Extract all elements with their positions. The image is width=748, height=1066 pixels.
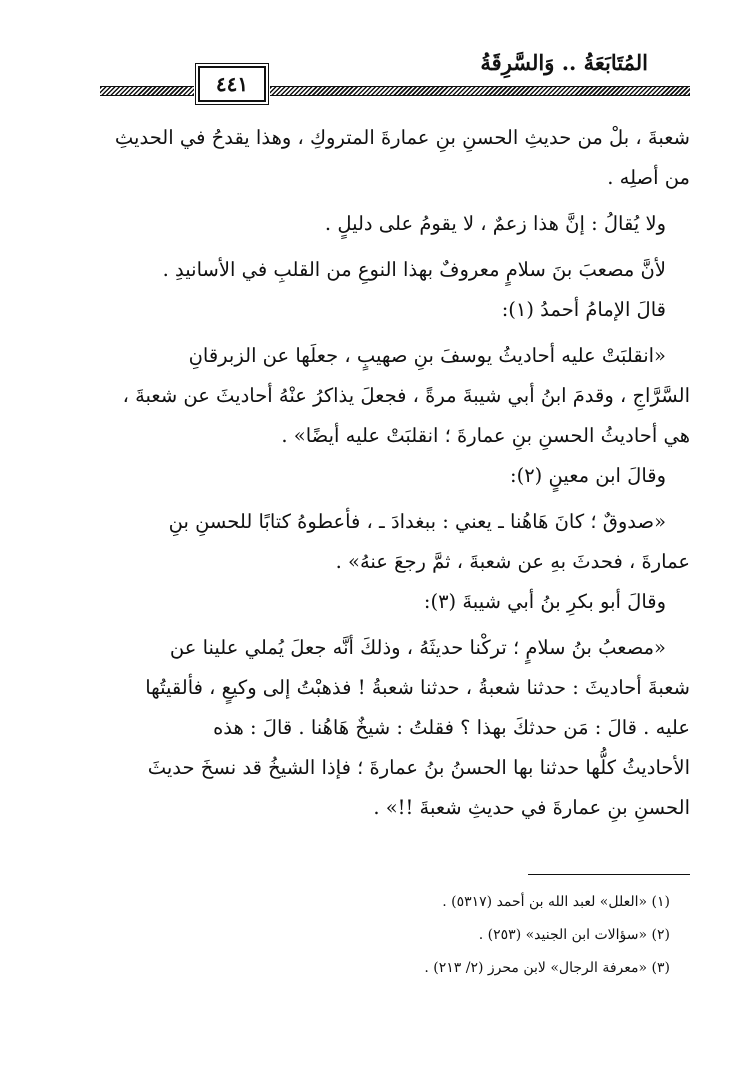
footnote-item: (٣) «معرفة الرجال» لابن محرز (٢/ ٢١٣) . [424, 960, 670, 976]
quote-line: «صدوقٌ ؛ كانَ هَاهُنا ـ يعني : ببغدادَ ـ ، فأعطوهُ كتابًا للحسنِ بنِ [168, 510, 666, 533]
quote-line: الأحاديثُ كلُّها حدثنا بها الحسنُ بنُ عمارةَ ؛ فإذا الشيخُ قد نسخَ حديثَ [147, 756, 690, 779]
quote-attribution: قالَ الإمامُ أحمدُ (١): [501, 298, 666, 321]
text-line: ولا يُقالُ : إنَّ هذا زعمٌ ، لا يقومُ على دليلٍ . [324, 212, 666, 235]
quote-attribution: وقالَ ابن معينٍ (٢): [510, 464, 666, 487]
quote-line: «انقلبَتْ عليه أحاديثُ يوسفَ بنِ صهيبٍ ، جعلَها عن الزبرقانِ [188, 344, 666, 367]
text-line: شعبةَ ، بلْ من حديثِ الحسنِ بنِ عمارةَ المتروكِ ، وهذا يقدحُ في الحديثِ [114, 126, 690, 149]
text-line: من أصلِه . [607, 166, 690, 189]
footnote-item: (٢) «سؤالات ابن الجنيد» (٢٥٣) . [478, 927, 670, 943]
quote-line: عمارةَ ، فحدثَ بهِ عن شعبةَ ، ثمَّ رجعَ عنهُ» . [335, 550, 690, 573]
page-number: ٤٤١ [198, 66, 266, 102]
footnotes [100, 886, 690, 985]
quote-line: الحسنِ بنِ عمارةَ في حديثِ شعبةَ !!» . [373, 796, 690, 819]
quote-line: السَّرَّاجِ ، وقدمَ ابنُ أبي شيبةَ مرةً ، فجعلَ يذاكرُ عنْهُ أحاديثَ عن شعبةَ ، [122, 384, 690, 407]
header-rule-right [270, 86, 690, 96]
quote-line: «مصعبُ بنُ سلامٍ ؛ تركْنا حديثَهُ ، وذلكَ أنَّه جعلَ يُملي علينا عن [169, 636, 666, 659]
text-line: لأنَّ مصعبَ بنَ سلامٍ معروفٌ بهذا النوعِ من القلبِ في الأسانيدِ . [162, 258, 666, 281]
running-header-title: المُتَابَعَةُ .. وَالسَّرِقَةُ [480, 50, 648, 75]
quote-attribution: وقالَ أبو بكرِ بنُ أبي شيبةَ (٣): [423, 590, 666, 613]
quote-line: هي أحاديثُ الحسنِ بنِ عمارةَ ؛ انقلبَتْ عليه أيضًا» . [281, 424, 690, 447]
quote-line: شعبةَ أحاديثَ : حدثنا شعبةُ ، حدثنا شعبةُ ! فذهبْتُ إلى وكيعٍ ، فألقيتُها [145, 676, 690, 699]
footnote-item: (١) «العلل» لعبد الله بن أحمد (٥٣١٧) . [442, 894, 670, 910]
quote-line: عليه . قالَ : مَن حدثكَ بهذا ؟ فقلتُ : شيخٌ هَاهُنا . قالَ : هذه [213, 716, 690, 739]
header-rule-left [100, 86, 194, 96]
main-text [100, 118, 690, 828]
footnote-separator [528, 874, 690, 875]
